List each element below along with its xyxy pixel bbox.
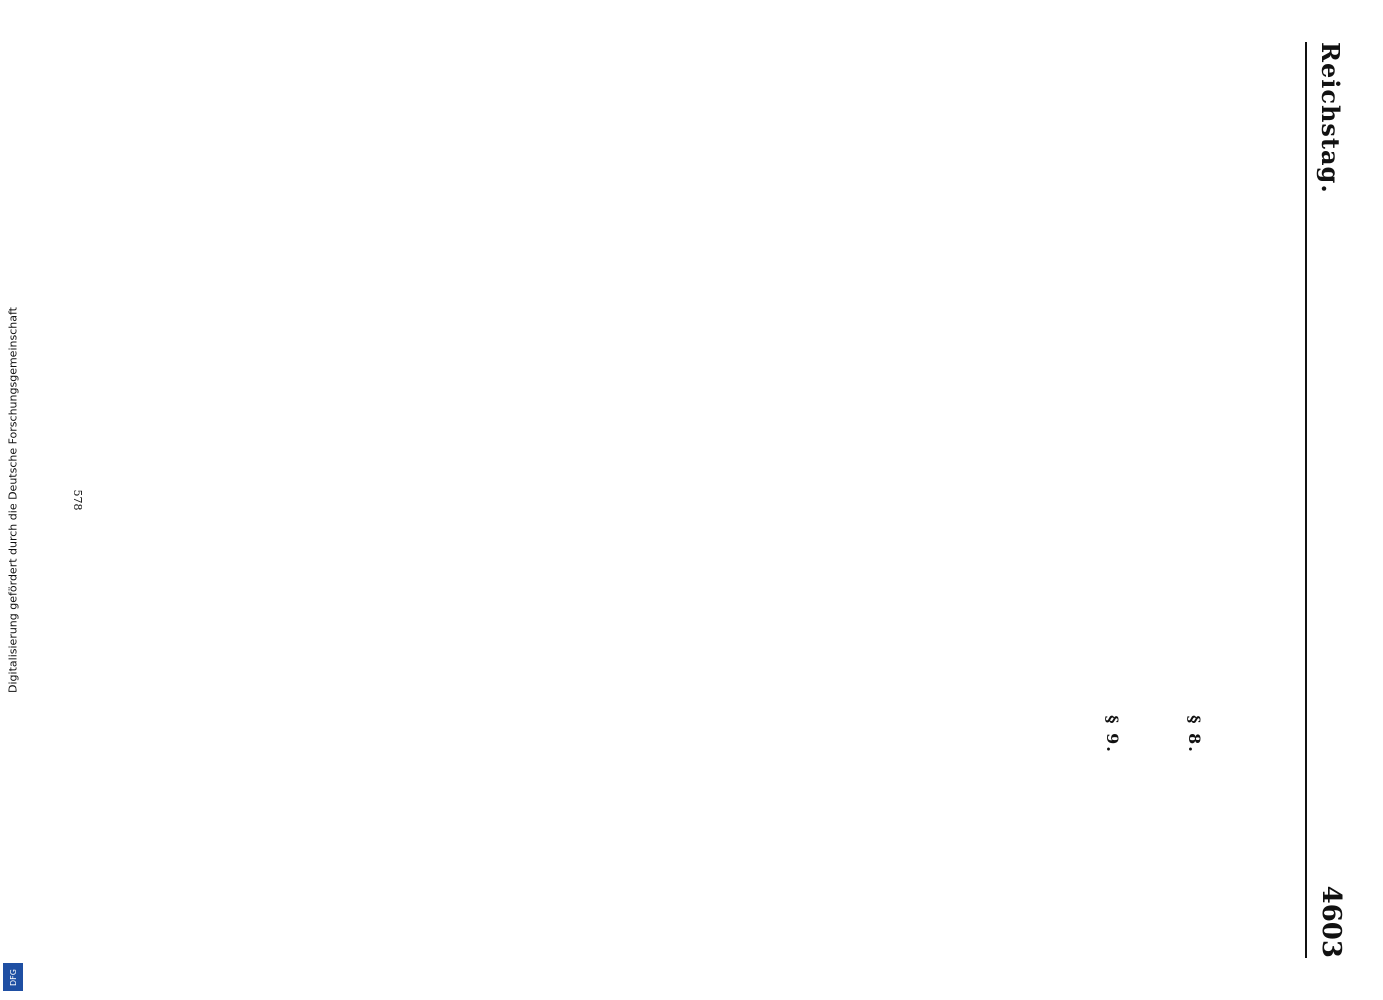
right-column [101,511,1299,958]
left-paragraph [1241,42,1255,489]
left-paragraph [1109,42,1123,489]
left-paragraph [1197,42,1211,489]
digitization-margin [0,0,26,1000]
left-paragraph [1175,42,1189,489]
right-paragraph [1263,511,1277,958]
right-paragraph [1056,511,1070,958]
digitization-credit: Digitalisierung gefördert durch die Deutsche Forschungsgemeinschaft [6,307,20,693]
left-column [101,42,1299,489]
left-paragraph [1285,42,1299,489]
page-number: 578 [71,489,84,511]
left-paragraph [1263,42,1277,489]
right-paragraph [1137,511,1151,958]
dfg-logo-text: DFG [8,968,18,986]
right-paragraph [1034,511,1048,958]
rotated-page-frame [40,0,1383,1000]
left-paragraph [1131,42,1145,489]
dfg-logo-icon [3,963,23,991]
section-heading-s9: § 9. [1103,715,1123,754]
document-page [61,20,1361,980]
right-paragraph [1159,511,1173,958]
right-paragraph [1219,511,1233,958]
right-paragraph [1241,511,1255,958]
left-paragraph [1153,42,1167,489]
running-head-left: Reichstag. [1316,42,1346,194]
left-paragraph [1219,42,1233,489]
running-head-page-number: 4603 [1316,885,1346,958]
section-heading-s8: § 8. [1185,715,1204,754]
text-columns [101,42,1299,958]
right-paragraph [968,511,982,958]
right-paragraph [1078,511,1092,958]
right-paragraph [990,511,1004,958]
running-head [1305,42,1355,958]
right-paragraph [1285,511,1299,958]
right-paragraph [946,511,960,958]
right-paragraph [1012,511,1026,958]
